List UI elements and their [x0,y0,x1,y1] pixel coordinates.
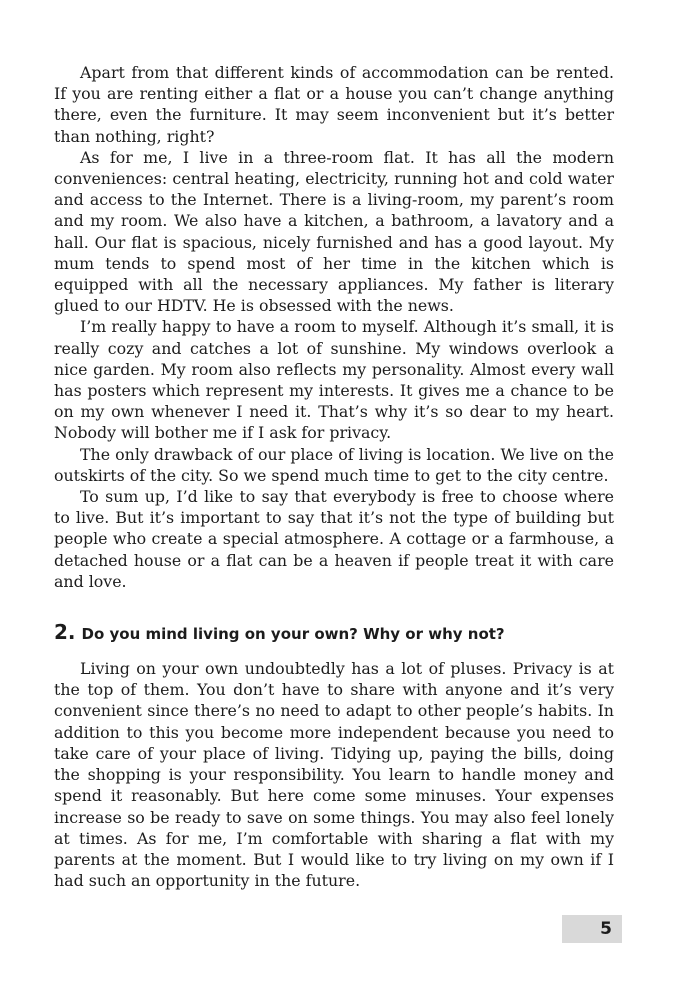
page-number: 5 [600,919,612,939]
section-number: 2. [54,620,76,645]
section-title: Do you mind living on your own? Why or why not? [81,625,505,644]
paragraph-three-room-flat: As for me, I live in a three-room flat. It has all the modern conveniences: central heating, electricity, running hot and cold water and access to the Internet. There is a living-room, my parent’s room and my room. We also have a kitchen, a bathroom, a lavatory and a hall. Our flat is spacious, nicely furnished and has a good layout. My mum tends to spend most of her time in the kitchen which is equipped with all the necessary appliances. My father is literary glued to our HDTV. He is obsessed with the news. [54,147,614,316]
paragraph-drawback: The only drawback of our place of living is location. We live on the outskirts of the city. So we spend much time to get to the city centre. [54,444,614,485]
paragraph-rentals: Apart from that different kinds of accommodation can be rented. If you are renting either a flat or a house you can’t change anything there, even the furniture. It may seem inconvenient but it’s better than nothing, right? [54,63,614,146]
page-number-box [562,915,622,943]
section-heading [54,620,614,644]
paragraph-conclusion: To sum up, I’d like to say that everybody is free to choose where to live. But it’s important to say that it’s not the type of building but people who create a special atmosphere. A cottage or a farmhouse, a detached house or a flat can be a heaven if people treat it with care and love. [54,487,614,591]
page-content [54,62,614,891]
paragraph-living-alone: Living on your own undoubtedly has a lot of pluses. Privacy is at the top of them. You don’t have to share with anyone and it’s very convenient since there’s no need to adapt to other people’s habits. In addition to this you become more independent because you need to take care of your place of living. Tidying up, paying the bills, doing the shopping is your responsibility. You learn to handle money and spend it reasonably. But here come some minuses. Your expenses increase so be ready to save on some things. You may also feel lonely at times. As for me, I’m comfortable with sharing a flat with my parents at the moment. But I would like to try living on my own if I had such an opportunity in the future. [54,659,614,891]
paragraph-own-room: I’m really happy to have a room to myself. Although it’s small, it is really cozy and catches a lot of sunshine. My windows overlook a nice garden. My room also reflects my personality. Almost every wall has posters which represent my interests. It gives me a chance to be on my own whenever I need it. That’s why it’s so dear to my heart. Nobody will bother me if I ask for privacy. [54,317,614,443]
